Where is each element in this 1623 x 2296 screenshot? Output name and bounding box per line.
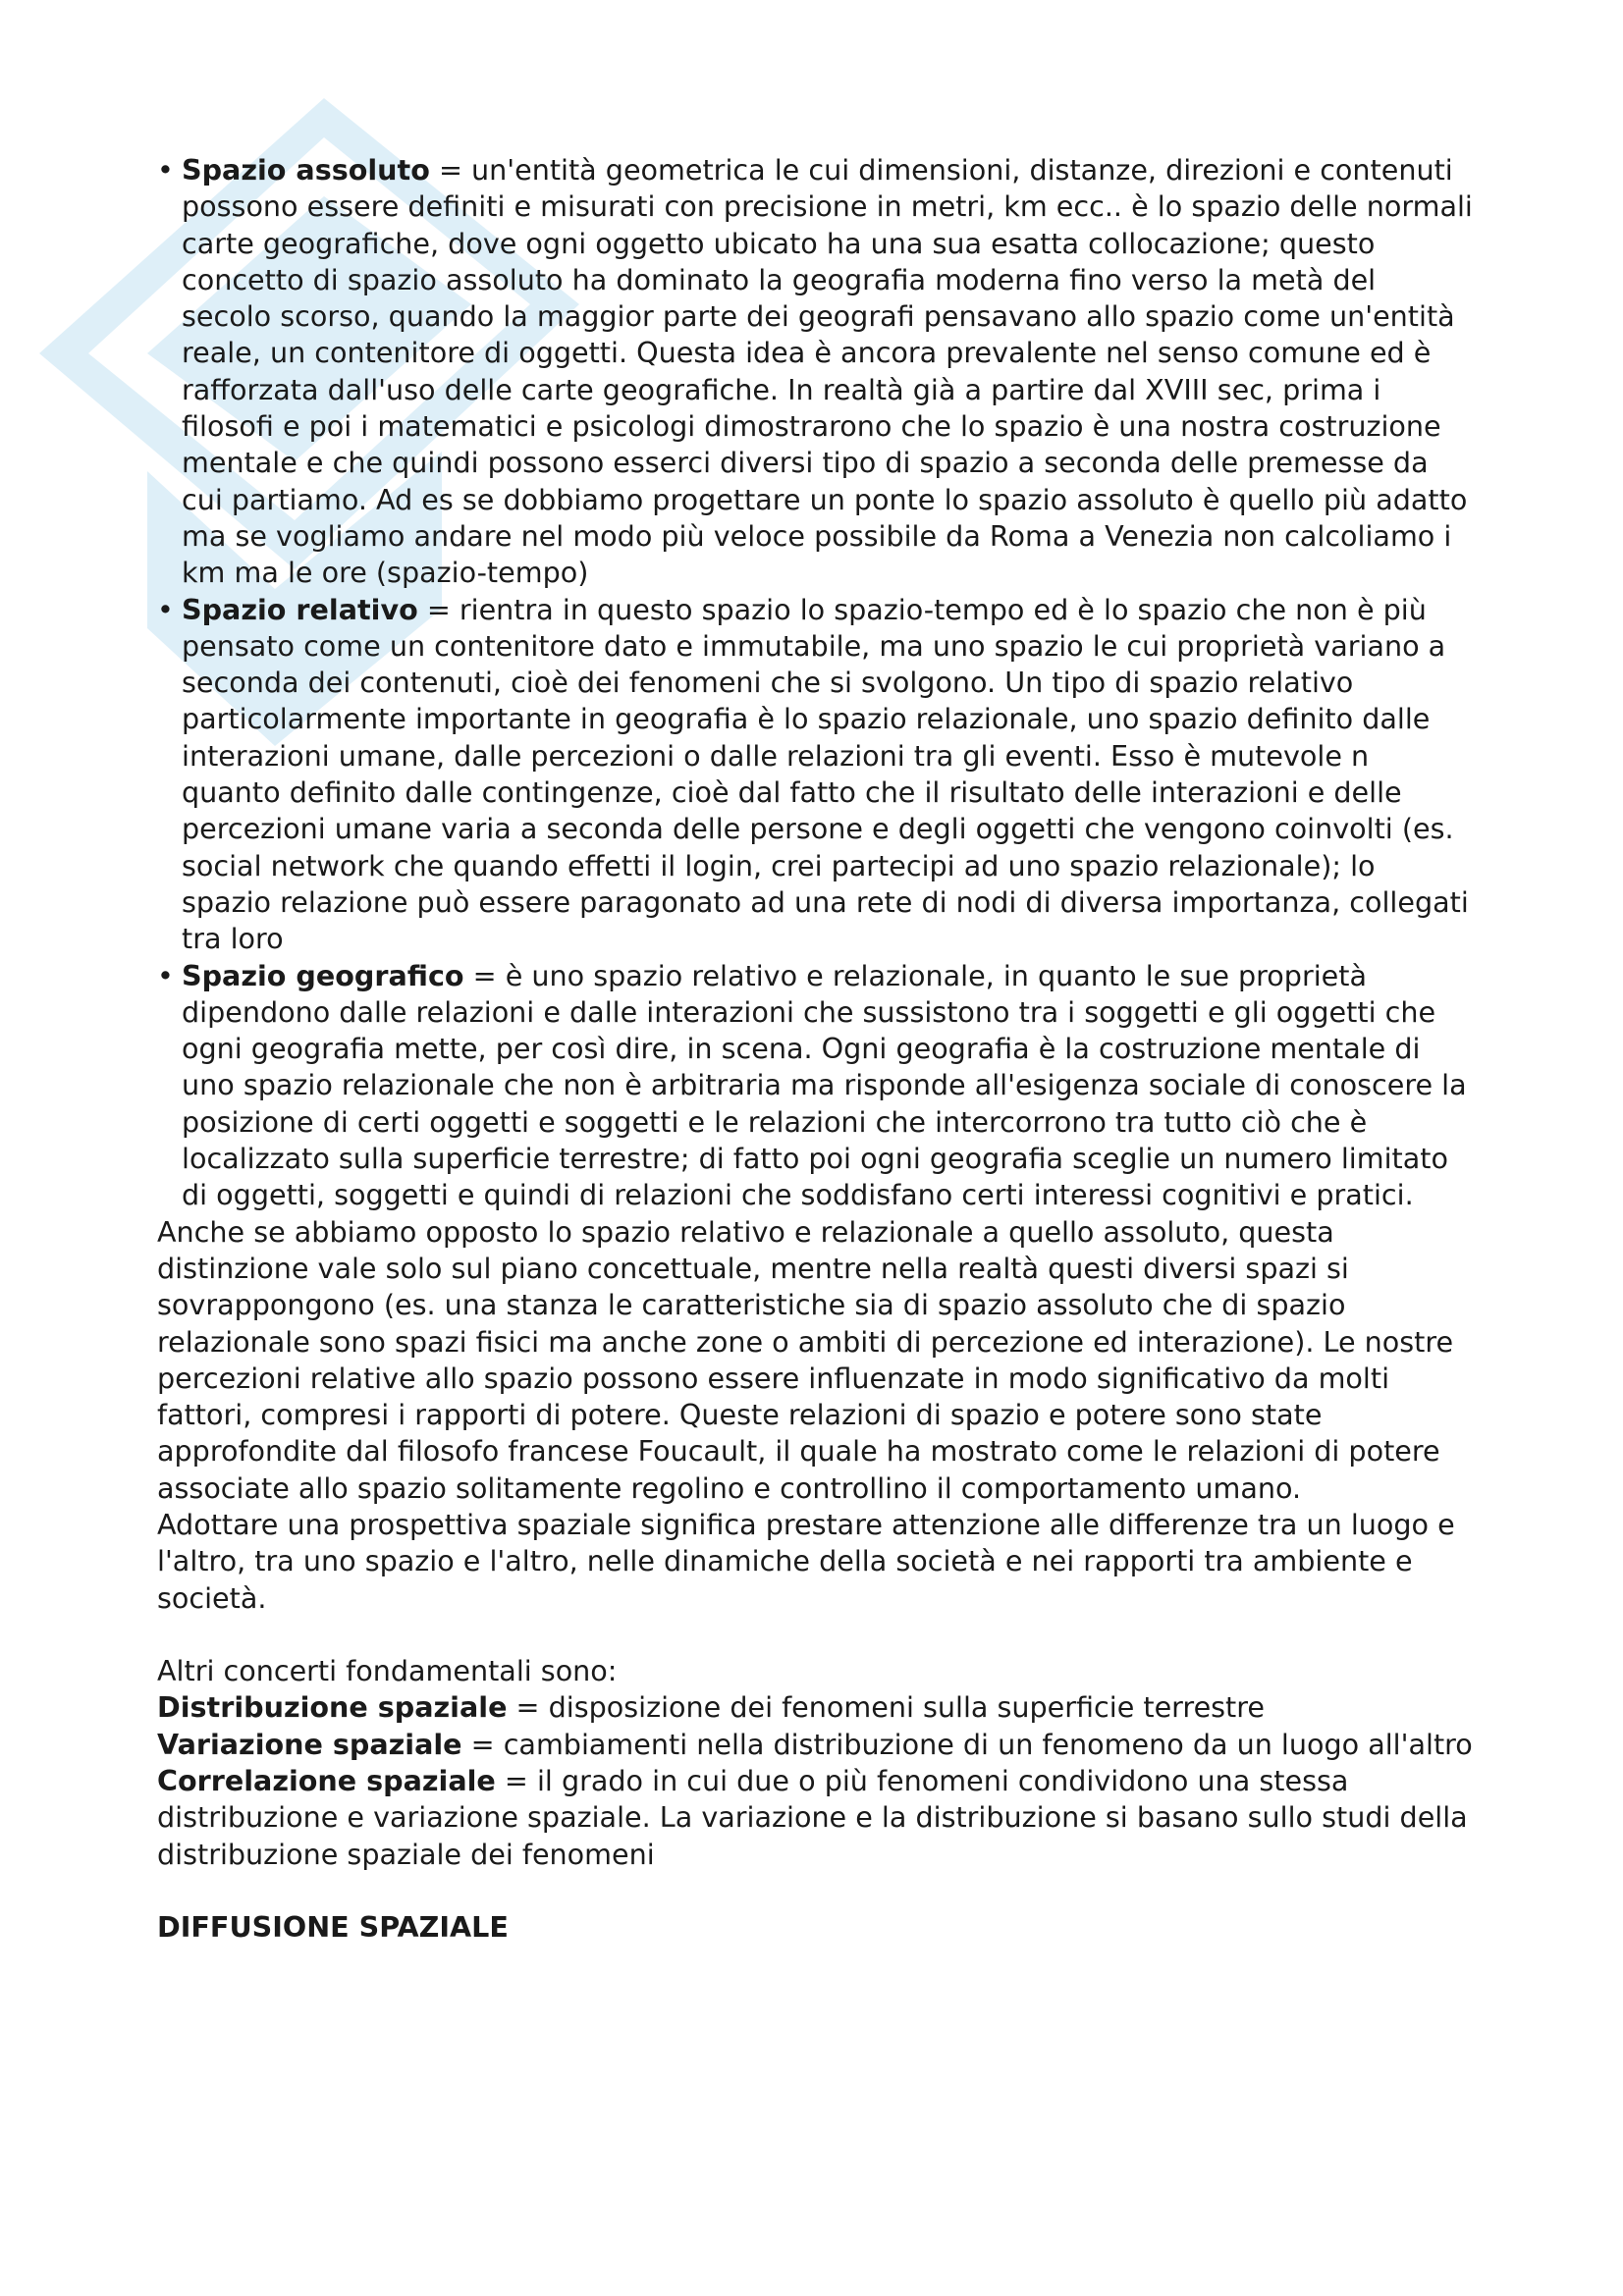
definition-spazio-assoluto: = un'entità geometrica le cui dimensioni, distanze, direzioni e contenuti possono essere definiti e misurati con precisione in metri, km ecc.. è lo spazio delle normali carte geografiche, dove ogni oggetto ubicato ha una sua esatta collocazione; questo concetto di spazio assoluto ha dominato la geografia moderna fino verso la metà del secolo scorso, quando la maggior parte dei geografi pensavano allo spazio come un'entità reale, un contenitore di oggetti. Questa idea è ancora prevalente nel senso comune ed è rafforzata dall'uso delle carte geografiche. In realtà già a partire dal XVIII sec, prima i filosofi e poi i matematici e psicologi dimostrarono che lo spazio è una nostra costruzione mentale e che quindi possono esserci diversi tipo di spazio a seconda delle premesse da cui partiamo. Ad es se dobbiamo progettare un ponte lo spazio assoluto è quello più adatto ma se vogliamo andare nel modo più veloce possibile da Roma a Venezia non calcoliamo i km ma le ore (spazio-tempo) (182, 153, 1473, 590)
list-item-spazio-assoluto (157, 152, 1473, 592)
spacer (157, 1617, 1473, 1653)
paragraph-prospettiva-spaziale: Adottare una prospettiva spaziale significa prestare attenzione alle differenze tra un luogo e l'altro, tra uno spazio e l'altro, nelle dinamiche della società e nei rapporti tra ambiente e società. (157, 1507, 1455, 1615)
bullet-icon: • (157, 958, 174, 992)
paragraph-altri-concetti: Altri concerti fondamentali sono: (157, 1654, 618, 1688)
spacer (157, 1873, 1473, 1909)
concept-bullet-list (157, 152, 1473, 1214)
term-spazio-assoluto: Spazio assoluto (182, 153, 430, 187)
text-distribuzione-spaziale: = disposizione dei fenomeni sulla superficie terrestre (507, 1690, 1265, 1725)
section-heading: DIFFUSIONE SPAZIALE (157, 1910, 509, 1945)
list-item-spazio-geografico (157, 958, 1473, 1214)
definition-spazio-geografico: = è uno spazio relativo e relazionale, in quanto le sue proprietà dipendono dalle relazioni e dalle interazioni che sussistono tra i soggetti e gli oggetti che ogni geografia mette, per così dire, in scena. Ogni geografia è la costruzione mentale di uno spazio relazionale che non è arbitraria ma risponde all'esigenza sociale di conoscere la posizione di certi oggetti e soggetti e le relazioni che intercorrono tra tutto ciò che è localizzato sulla superficie terrestre; di fatto poi ogni geografia sceglie un numero limitato di oggetti, soggetti e quindi di relazioni che soddisfano certi interessi cognitivi e pratici. (182, 958, 1467, 1212)
list-item-spazio-relativo (157, 592, 1473, 958)
bullet-icon: • (157, 153, 174, 187)
term-spazio-relativo: Spazio relativo (182, 592, 418, 626)
definition-variazione-spaziale (157, 1727, 1473, 1763)
text-variazione-spaziale: = cambiamenti nella distribuzione di un fenomeno da un luogo all'altro (461, 1727, 1473, 1761)
bullet-icon: • (157, 592, 174, 626)
term-spazio-geografico: Spazio geografico (182, 958, 464, 992)
term-distribuzione-spaziale: Distribuzione spaziale (157, 1690, 508, 1725)
document-page (157, 152, 1473, 1947)
text-correlazione-spaziale: = il grado in cui due o più fenomeni condividono una stessa distribuzione e variazione spaziale. La variazione e la distribuzione si basano sullo studi della distribuzione spaziale dei fenomeni (157, 1764, 1468, 1871)
term-variazione-spaziale: Variazione spaziale (157, 1727, 462, 1761)
term-correlazione-spaziale: Correlazione spaziale (157, 1764, 496, 1798)
definition-correlazione-spaziale (157, 1763, 1473, 1873)
definition-spazio-relativo: = rientra in questo spazio lo spazio-tempo ed è lo spazio che non è più pensato come un contenitore dato e immutabile, ma uno spazio le cui proprietà variano a seconda dei contenuti, cioè dei fenomeni che si svolgono. Un tipo di spazio relativo particolarmente importante in geografia è lo spazio relazionale, uno spazio definito dalle interazioni umane, dalle percezioni o dalle relazioni tra gli eventi. Esso è mutevole n quanto definito dalle contingenze, cioè dal fatto che il risultato delle interazioni e delle percezioni umane varia a seconda delle persone e degli oggetti che vengono coinvolti (es. social network che quando effetti il login, crei partecipi ad uno spazio relazionale); lo spazio relazione può essere paragonato ad una rete di nodi di diversa importanza, collegati tra loro (182, 592, 1469, 956)
definition-distribuzione-spaziale (157, 1689, 1473, 1726)
paragraph-spazi-sovrapposti: Anche se abbiamo opposto lo spazio relativo e relazionale a quello assoluto, questa distinzione vale solo sul piano concettuale, mentre nella realtà questi diversi spazi si sovrappongono (es. una stanza le caratteristiche sia di spazio assoluto che di spazio relazionale sono spazi fisici ma anche zone o ambiti di percezione ed interazione). Le nostre percezioni relative allo spazio possono essere influenzate in modo significativo da molti fattori, compresi i rapporti di potere. Queste relazioni di spazio e potere sono state approfondite dal filosofo francese Foucault, il quale ha mostrato come le relazioni di potere associate allo spazio solitamente regolino e controllino il comportamento umano. (157, 1214, 1454, 1505)
